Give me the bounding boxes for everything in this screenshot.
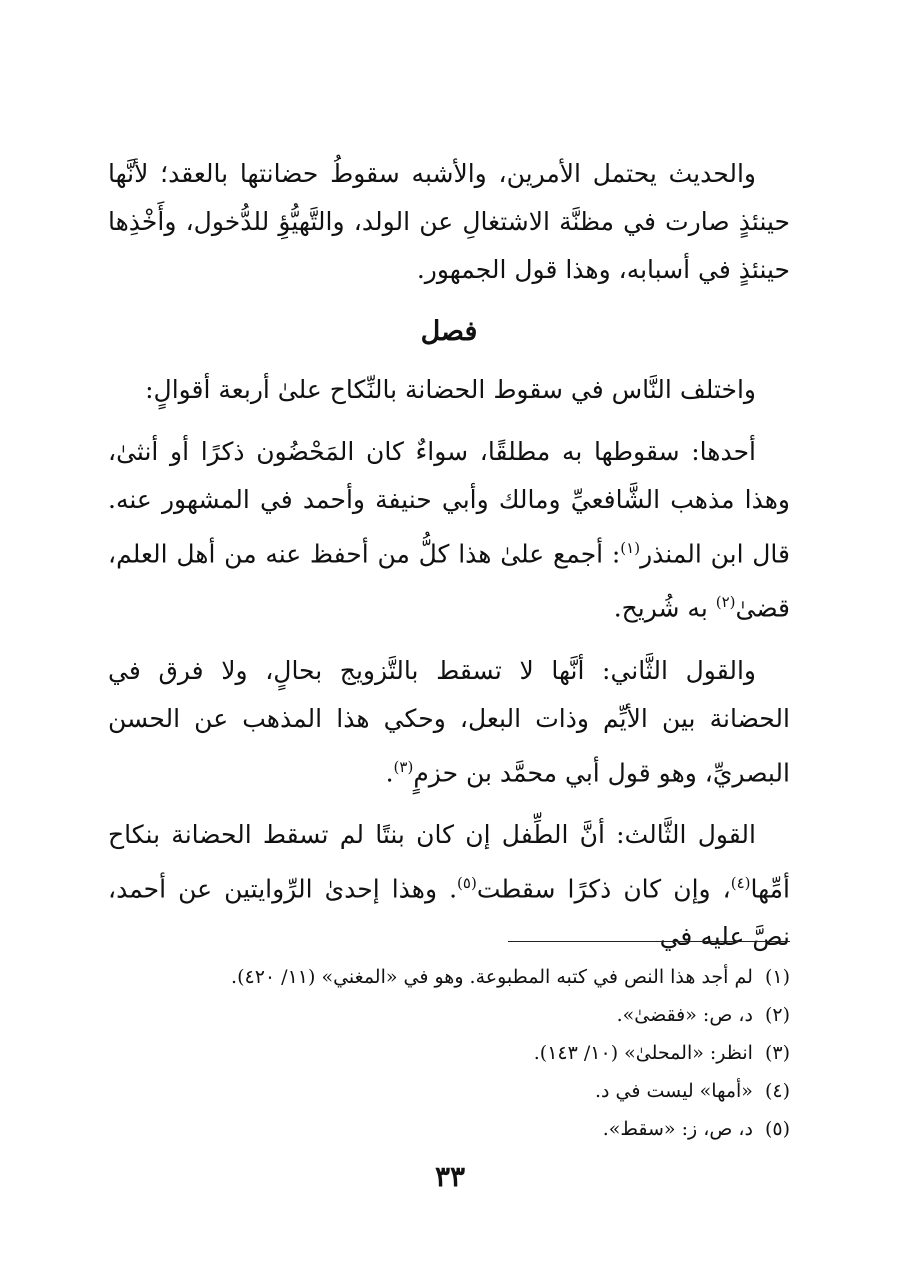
footnote-number: (٢) <box>764 1004 790 1026</box>
paragraph-3 <box>108 428 790 633</box>
paragraph-4-part-a: والقول الثَّاني: أنَّها لا تسقط بالتَّزويج بحالٍ، ولا فرق في الحضانة بين الأيِّم وذات البعل، وحكي هذا المذهب عن الحسن البصريِّ، وهو قول أبي محمَّد بن حزمٍ <box>108 655 790 787</box>
footnote-number: (١) <box>764 966 790 988</box>
footnote-ref-5[interactable]: (٥) <box>457 873 477 892</box>
footnote-divider <box>508 941 790 942</box>
paragraph-3-part-a: أحدها: سقوطها به مطلقًا، سواءٌ كان المَحْضُون ذكرًا أو أنثىٰ، وهذا مذهب الشَّافعيِّ ومالك وأبي حنيفة وأحمد في المشهور عنه. قال ابن المنذر <box>108 437 790 569</box>
paragraph-5 <box>108 811 790 961</box>
main-text <box>108 150 790 975</box>
paragraph-1: والحديث يحتمل الأمرين، والأشبه سقوطُ حضانتها بالعقد؛ لأنَّها حينئذٍ صارت في مظنَّة الاشتغالِ عن الولد، والتَّهيُّؤِ للدُّخول، وأَخْذِها حينئذٍ في أسبابه، وهذا قول الجمهور. <box>108 159 790 284</box>
footnote-number: (٤) <box>764 1080 790 1102</box>
footnote-item <box>110 1110 790 1148</box>
footnote-item <box>110 1034 790 1072</box>
footnote-number: (٣) <box>764 1042 790 1064</box>
footnote-ref-1[interactable]: (١) <box>620 539 641 557</box>
page-number: ٣٣ <box>434 1160 466 1193</box>
footnote-text: د، ص، ز: «سقط». <box>602 1118 753 1140</box>
footnote-item <box>110 996 790 1034</box>
paragraph-5-part-c: . وهذا إحدىٰ الرِّوايتين عن أحمد، نصَّ عليه في <box>108 874 790 952</box>
footnote-text: انظر: «المحلىٰ» (١٠/ ١٤٣). <box>533 1042 753 1064</box>
paragraph-4-part-b: . <box>385 757 394 787</box>
footnote-text: «أمها» ليست في د. <box>595 1080 753 1102</box>
paragraph-5-part-a: القول الثَّالث: أنَّ الطِّفل إن كان بنتًا لم تسقط الحضانة بنكاح أمِّها <box>108 819 790 904</box>
footnote-text: د، ص: «فقضىٰ». <box>616 1004 753 1026</box>
footnote-item <box>110 958 790 996</box>
paragraph-2: واختلف النَّاس في سقوط الحضانة بالنِّكاح علىٰ أربعة أقوالٍ: <box>145 375 756 404</box>
footnote-number: (٥) <box>764 1118 790 1140</box>
paragraph-5-part-b: ، وإن كان ذكرًا سقطت <box>476 874 731 904</box>
section-heading: فصل <box>420 316 478 347</box>
paragraph-3-part-c: به شُريح. <box>613 593 716 623</box>
footnote-item <box>110 1072 790 1110</box>
paragraph-3-part-b: : أجمع علىٰ هذا كلُّ من أحفظ عنه من أهل العلم، قضىٰ <box>108 539 790 623</box>
footnote-ref-3[interactable]: (٣) <box>393 757 414 776</box>
paragraph-4 <box>108 647 790 797</box>
footnotes-list <box>110 958 790 1148</box>
footnote-ref-2[interactable]: (٢) <box>715 593 736 612</box>
footnote-text: لم أجد هذا النص في كتبه المطبوعة. وهو في «المغني» (١١/ ٤٢٠). <box>231 966 753 988</box>
footnote-ref-4[interactable]: (٤) <box>730 873 751 892</box>
